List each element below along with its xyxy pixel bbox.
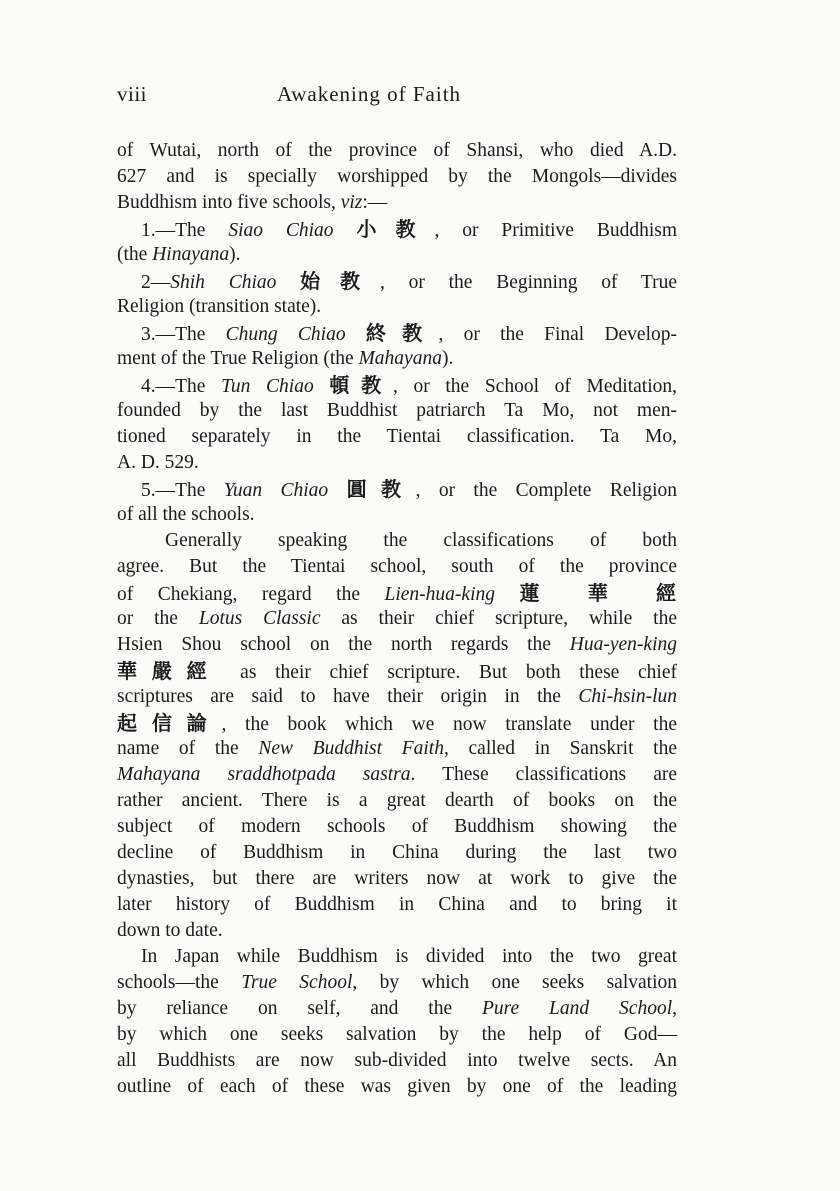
text-segment: (the [117, 244, 153, 265]
text-line [117, 554, 677, 580]
text-segment: , the book which we now translate under the [221, 714, 677, 735]
text-line [117, 1074, 677, 1100]
text-segment: , or the School of Meditation, [392, 376, 678, 397]
chinese-characters: 終教 [365, 321, 439, 345]
text-segment: founded by the last Buddhist patriarch Ta Mo, not men- [117, 400, 677, 421]
text-line [117, 1048, 677, 1074]
text-line [117, 866, 677, 892]
chinese-characters: 起信論 [117, 711, 222, 735]
text-line [117, 970, 677, 996]
italic-term: Lotus Classic [198, 608, 321, 629]
italic-term: Pure Land School [482, 998, 673, 1019]
text-segment: Hsien Shou school on the north regards the [117, 634, 570, 655]
text-segment: rather ancient. There is a great dearth of books on the [117, 790, 677, 811]
text-segment: ). [229, 244, 241, 265]
text-segment [276, 272, 300, 293]
chinese-characters: 頓教 [329, 373, 393, 397]
text-line [117, 1022, 677, 1048]
text-segment: subject of modern schools of Buddhism showing the [117, 816, 677, 837]
text-segment [346, 324, 366, 345]
text-segment: down to date. [117, 920, 223, 941]
text-line [117, 996, 677, 1022]
italic-term: New Buddhist Faith [258, 738, 444, 759]
text-line [117, 346, 677, 372]
text-line [117, 216, 677, 242]
text-segment: , called in Sanskrit the [443, 738, 678, 759]
italic-term: Hua-yen-king [569, 634, 677, 655]
text-line [117, 658, 677, 684]
text-segment [328, 480, 346, 501]
text-segment: . These classifications are [410, 764, 677, 785]
italic-term: Lien-hua-king [384, 584, 495, 605]
text-segment: schools—the [117, 972, 242, 993]
text-segment: all Buddhists are now sub-divided into twelve sects. An [117, 1050, 677, 1071]
italic-term: Yuan Chiao [223, 480, 329, 501]
text-segment [495, 584, 520, 605]
text-segment: agree. But the Tientai school, south of the province [117, 556, 677, 577]
italic-term: Mahayana sraddhotpada sastra [117, 764, 411, 785]
text-line [117, 138, 677, 164]
text-line [117, 476, 677, 502]
italic-term: Tun Chiao [221, 376, 314, 397]
text-segment: 627 and is specially worshipped by the Mongols—divides [117, 166, 677, 187]
chinese-characters: 始教 [300, 269, 380, 293]
text-line [117, 840, 677, 866]
chinese-characters: 蓮 華 經 [519, 581, 677, 605]
text-line [117, 762, 677, 788]
running-title: Awakening of Faith [277, 82, 462, 106]
text-line [117, 398, 677, 424]
text-segment: , [672, 998, 677, 1019]
text-line [117, 502, 677, 528]
italic-term: Siao Chiao [228, 220, 334, 241]
text-line [117, 294, 677, 320]
text-line [117, 684, 677, 710]
text-segment: Buddhism into five schools, [117, 192, 341, 213]
chinese-characters: 小教 [356, 217, 435, 241]
text-line [117, 632, 677, 658]
text-segment: decline of Buddhism in China during the last two [117, 842, 677, 863]
text-segment: as their chief scripture, while the [320, 608, 677, 629]
text-segment: tioned separately in the Tientai classification. Ta Mo, [117, 426, 677, 447]
text-segment: as their chief scripture. But both these chief [221, 662, 678, 683]
text-line [117, 424, 677, 450]
text-line [117, 606, 677, 632]
text-line [117, 190, 677, 216]
page-number: viii [117, 82, 148, 106]
text-line [117, 814, 677, 840]
text-line [117, 320, 677, 346]
text-segment: 2— [141, 272, 171, 293]
text-segment: , or Primitive Buddhism [434, 220, 677, 241]
page-header [117, 78, 677, 112]
chinese-characters: 華嚴經 [117, 659, 222, 683]
text-segment: In Japan while Buddhism is divided into the two great [141, 946, 677, 967]
text-segment [334, 220, 357, 241]
text-segment: Generally speaking the classifications of both [165, 530, 677, 551]
text-line [117, 918, 677, 944]
text-line [117, 268, 677, 294]
text-segment: 3.—The [141, 324, 226, 345]
text-segment: name of the [117, 738, 259, 759]
text-line [117, 710, 677, 736]
italic-term: Chung Chiao [225, 324, 346, 345]
text-segment: Religion (transition state). [117, 296, 322, 317]
text-segment: scriptures are said to have their origin in the [117, 686, 579, 707]
text-segment: ). [441, 348, 454, 369]
text-segment: of all the schools. [117, 504, 255, 525]
text-line [117, 580, 677, 606]
text-segment: , by which one seeks salvation [352, 972, 678, 993]
text-segment: by reliance on self, and the [117, 998, 482, 1019]
text-segment: ment of the True Religion (the [117, 348, 359, 369]
text-segment: 5.—The [141, 480, 224, 501]
text-segment: , or the Beginning of True [379, 272, 678, 293]
text-segment: outline of each of these was given by one of the leading [117, 1076, 677, 1097]
italic-term: Mahayana [358, 348, 442, 369]
text-line [117, 788, 677, 814]
text-line [117, 164, 677, 190]
text-segment: of Chekiang, regard the [117, 584, 385, 605]
body-text [117, 138, 677, 1100]
text-line [117, 736, 677, 762]
text-segment: later history of Buddhism in China and to bring it [117, 894, 677, 915]
text-segment: dynasties, but there are writers now at work to give the [117, 868, 677, 889]
text-segment: A. D. 529. [117, 452, 199, 473]
chinese-characters: 圓教 [346, 477, 416, 501]
text-segment: by which one seeks salvation by the help of God— [117, 1024, 677, 1045]
text-line [117, 892, 677, 918]
text-segment: of Wutai, north of the province of Shansi, who died A.D. [117, 140, 677, 161]
text-segment: or the [117, 608, 199, 629]
text-line [117, 242, 677, 268]
italic-term: Hinayana [152, 244, 230, 265]
text-segment: 1.—The [141, 220, 229, 241]
text-segment: 4.—The [141, 376, 222, 397]
text-segment: :— [362, 192, 388, 213]
text-line [117, 450, 677, 476]
text-line [117, 528, 677, 554]
italic-term: Chi-hsin-lun [578, 686, 677, 707]
text-segment: , or the Complete Religion [415, 480, 677, 501]
text-line [117, 372, 677, 398]
italic-term: Shih Chiao [170, 272, 277, 293]
italic-term: True School [241, 972, 353, 993]
text-segment [314, 376, 330, 397]
text-segment: , or the Final Develop- [438, 324, 677, 345]
italic-term: viz [340, 192, 363, 213]
text-line [117, 944, 677, 970]
